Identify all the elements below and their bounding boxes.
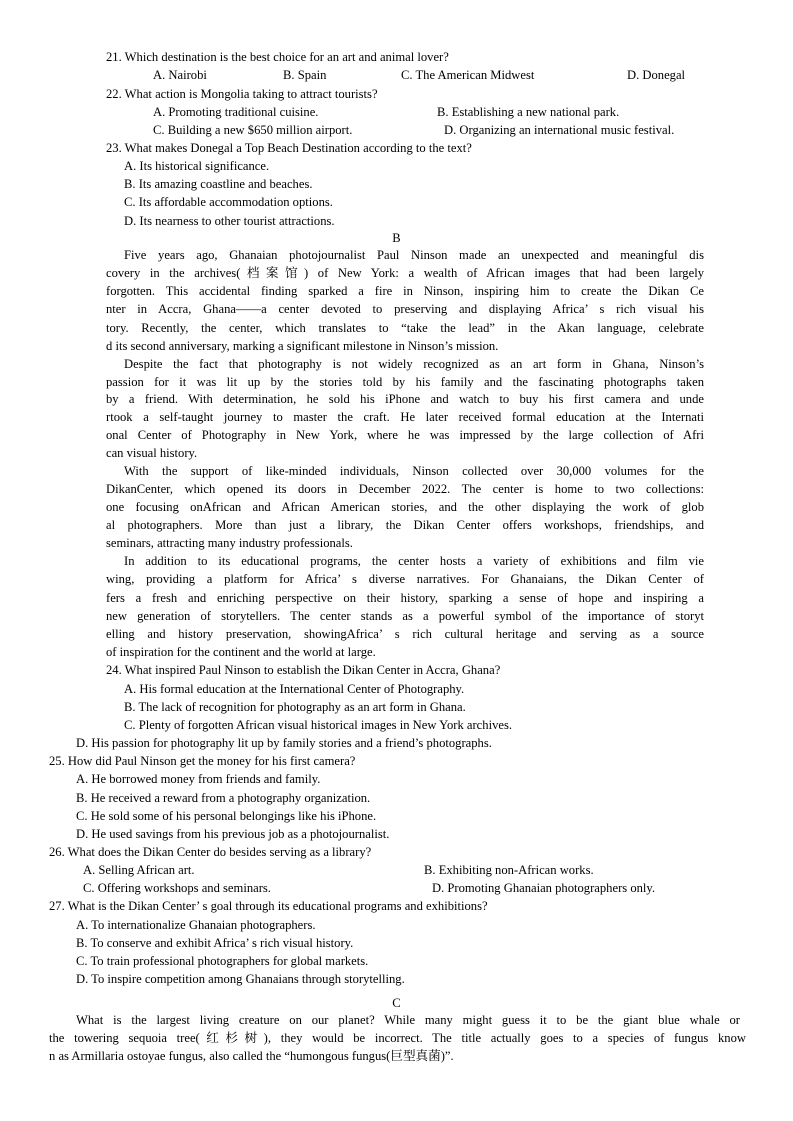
passage-b-line: new generation of storytellers. The center stands as a powerful symbol of the importance of storyt	[106, 609, 704, 623]
question-24-option-c: C. Plenty of forgotten African visual historical images in New York archives.	[124, 718, 513, 732]
passage-b-line: al photographers. More than just a library, the Dikan Center offers workshops, friendships, and	[106, 518, 704, 532]
question-26-option-a: A. Selling African art.	[83, 863, 195, 877]
passage-b-line: seminars, attracting many industry professionals.	[106, 536, 353, 550]
passage-b-line: can visual history.	[106, 446, 198, 460]
passage-b-line: d its second anniversary, marking a significant milestone in Ninson’s mission.	[106, 339, 499, 353]
question-26-option-b: B. Exhibiting non-African works.	[424, 863, 594, 877]
question-25-option-c: C. He sold some of his personal belongings like his iPhone.	[76, 809, 377, 823]
passage-b-line: fers a fresh and enriching perspective on their history, sparking a sense of hope and inspiring a	[106, 591, 704, 605]
passage-b-line: by a friend. With determination, he sold his iPhone and watch to buy his first camera and unde	[106, 392, 704, 406]
passage-b-line: wing, providing a platform for Africa’ s diverse narratives. For Ghanaians, the Dikan Center of	[106, 572, 704, 586]
passage-c-line: n as Armillaria ostoyae fungus, also called the “humongous fungus(巨型真菌)”.	[49, 1049, 454, 1063]
question-26-option-d: D. Promoting Ghanaian photographers only.	[432, 881, 656, 895]
passage-b-line: Five years ago, Ghanaian photojournalist Paul Ninson made an unexpected and meaningful dis	[124, 248, 704, 262]
passage-b-line: rtook a self-taught journey to master the craft. He later received formal education at the Internati	[106, 410, 704, 424]
passage-b-line: nter in Accra, Ghana——a center devoted to preserving and displaying Africa’ s rich visual his	[106, 302, 704, 316]
passage-b-line: one focusing onAfrican and African American stories, and the other displaying the work of glob	[106, 500, 704, 514]
passage-b-line: In addition to its educational programs, the center hosts a variety of exhibitions and film vie	[124, 554, 704, 568]
passage-b-line: onal Center of Photography in New York, where he was impressed by the large collection of Afri	[106, 428, 704, 442]
question-21-option-a: A. Nairobi	[153, 68, 207, 82]
question-23-stem: 23. What makes Donegal a Top Beach Destination according to the text?	[106, 141, 472, 155]
passage-b-line: tory. Recently, the center, which translates to “take the lead” in the Akan language, celebrate	[106, 321, 704, 335]
section-b-heading: B	[392, 231, 401, 245]
section-c-heading: C	[392, 996, 401, 1010]
question-21-option-c: C. The American Midwest	[401, 68, 535, 82]
question-24-option-b: B. The lack of recognition for photography as an art form in Ghana.	[124, 700, 466, 714]
passage-b-line: With the support of like-minded individuals, Ninson collected over 30,000 volumes for the	[124, 464, 704, 478]
question-24-option-a: A. His formal education at the International Center of Photography.	[124, 682, 465, 696]
passage-c-line: What is the largest living creature on our planet? While many might guess it to be the giant blue whale or	[76, 1013, 740, 1027]
passage-b-line: elling and history preservation, showingAfrica’ s rich cultural heritage and serving as a source	[106, 627, 704, 641]
question-23-option-b: B. Its amazing coastline and beaches.	[124, 177, 313, 191]
question-27-option-d: D. To inspire competition among Ghanaians through storytelling.	[76, 972, 405, 986]
passage-b-line: covery in the archives(档案馆) of New York: a wealth of African images that had been largely	[106, 266, 704, 280]
question-27-option-a: A. To internationalize Ghanaian photographers.	[76, 918, 316, 932]
question-21-stem: 21. Which destination is the best choice for an art and animal lover?	[106, 50, 449, 64]
question-26-option-c: C. Offering workshops and seminars.	[83, 881, 271, 895]
question-27-option-c: C. To train professional photographers for global markets.	[76, 954, 369, 968]
passage-b-line: Despite the fact that photography is not widely recognized as an art form in Ghana, Ninson’s	[124, 357, 704, 371]
question-25-option-b: B. He received a reward from a photography organization.	[76, 791, 371, 805]
question-27-stem: 27. What is the Dikan Center’ s goal through its educational programs and exhibitions?	[49, 899, 488, 913]
question-25-option-d: D. He used savings from his previous job as a photojournalist.	[76, 827, 390, 841]
question-22-option-b: B. Establishing a new national park.	[437, 105, 620, 119]
passage-b-line: forgotten. This accidental finding sparked a fire in Ninson, inspiring him to create the Dikan Ce	[106, 284, 704, 298]
question-23-option-a: A. Its historical significance.	[124, 159, 270, 173]
question-22-stem: 22. What action is Mongolia taking to attract tourists?	[106, 87, 378, 101]
question-25-option-a: A. He borrowed money from friends and family.	[76, 772, 321, 786]
question-24-option-d: D. His passion for photography lit up by family stories and a friend’s photographs.	[76, 736, 492, 750]
question-22-option-a: A. Promoting traditional cuisine.	[153, 105, 319, 119]
question-24-stem: 24. What inspired Paul Ninson to establish the Dikan Center in Accra, Ghana?	[106, 663, 501, 677]
question-27-option-b: B. To conserve and exhibit Africa’ s rich visual history.	[76, 936, 354, 950]
question-26-stem: 26. What does the Dikan Center do besides serving as a library?	[49, 845, 372, 859]
passage-b-line: passion for it was lit up by the stories told by his family and the fascinating photographs taken	[106, 375, 704, 389]
question-22-option-d: D. Organizing an international music festival.	[444, 123, 675, 137]
question-21-option-b: B. Spain	[283, 68, 327, 82]
question-21-option-d: D. Donegal	[627, 68, 686, 82]
question-22-option-c: C. Building a new $650 million airport.	[153, 123, 353, 137]
question-25-stem: 25. How did Paul Ninson get the money for his first camera?	[49, 754, 356, 768]
passage-b-line: DikanCenter, which opened its doors in December 2022. The center is home to two collections:	[106, 482, 704, 496]
question-23-option-c: C. Its affordable accommodation options.	[124, 195, 333, 209]
passage-b-line: of inspiration for the continent and the world at large.	[106, 645, 376, 659]
passage-c-line: the towering sequoia tree(红杉树), they would be incorrect. The title actually goes to a species of fungus know	[49, 1031, 746, 1045]
question-23-option-d: D. Its nearness to other tourist attractions.	[124, 214, 335, 228]
